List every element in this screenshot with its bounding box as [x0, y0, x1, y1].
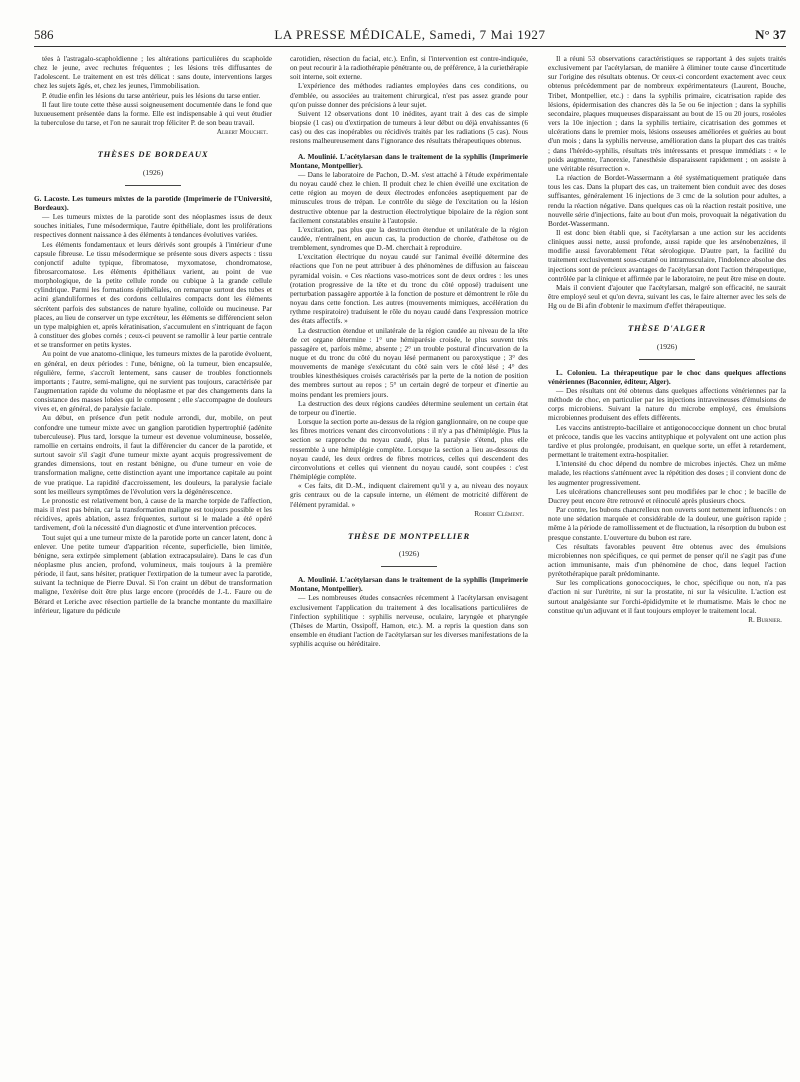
entry-heading: L. Colonieu. La thérapeutique par le choc dans quelques affections vénériennes (Baconnier, éditeur, Alger). [548, 367, 786, 386]
paragraph: Par contre, les bubons chancrelleux non ouverts sont nettement influencés : on note une sédation marquée et considérable de la douleur, une guérison rapide ; même à la période de ramollissement et de fluctuation, la résorption du bubon est presque constante. L'ouverture du bubon est rare. [548, 505, 786, 542]
section-title: THÈSE D'ALGER [628, 323, 706, 334]
paragraph: Il faut lire toute cette thèse aussi soigneusement documentée dans le fond que luxueusement présentée dans la forme. Elle est indispensable à qui veut étudier la tuberculose du tarse, et l'on ne saurait trop féliciter P. de son beau travail. [34, 99, 272, 128]
paragraph: L'intensité du choc dépend du nombre de microbes injectés. Chez un même malade, les réactions s'atténuent avec la répétition des doses ; il convient donc de les augmenter progressivement. [548, 459, 786, 487]
section-title: THÈSES DE BORDEAUX [97, 149, 209, 160]
issue-number: N° 37 [755, 27, 786, 42]
paragraph: tées à l'astragalo-scaphoïdienne ; les altérations particulières du scaphoïde chez le jeune, avec rechutes fréquentes ; les lésions très diffusantes de l'adolescent. Le traitement en est très délicat : sans doute, interventions larges chez les sujets âgés, et, chez les jeunes, l'immobilisation. [34, 54, 272, 91]
section-divider [125, 185, 181, 186]
section-year: (1926) [398, 548, 420, 558]
author-signature: Albert Mouchet. [216, 127, 268, 137]
header-rule [34, 46, 786, 47]
page-number: 586 [34, 27, 54, 42]
author-signature: Robert Clément. [474, 508, 524, 518]
column-right [548, 54, 786, 1074]
paragraph: Mais il convient d'ajouter que l'acétylarsan, malgré son efficacité, ne saurait être employé seul et qu'on devra, suivant les cas, le faire alterner avec les sels de Hg ou de Bi afin d'obtenir le maximum d'effet thérapeutique. [548, 282, 786, 311]
paragraph: P. étudie enfin les lésions du tarse antérieur, puis les lésions du tarse entier. [42, 90, 261, 100]
paragraph: Le pronostic est relativement bon, à cause de la marche torpide de l'affection, mais il n'est pas bénin, car la transformation maligne est toujours possible et les récidives, après ablation, assez fréquentes, surtout si le malade a été opéré tardivement, d'où la nécessité d'un diagnostic et d'une intervention précoces. [34, 495, 272, 533]
paragraph: La réaction de Bordet-Wassermann a été systématiquement pratiquée dans tous les cas. Dans la plupart des cas, un traitement bien conduit avec des doses suffisantes, généralement 16 injections de 3 cmc de la solution pour adultes, a rendu la réaction négative. Dans quelques cas où la réaction restait positive, une nouvelle série d'injections, faite au bout d'un mois, provoquait la négativation du Bordet-Wassermann. [548, 173, 786, 228]
paragraph: L'expérience des méthodes radiantes employées dans ces conditions, ou d'emblée, ou associées au traitement chirurgical, n'est pas assez grande pour qu'on puisse donner des précisions à leur sujet. [290, 81, 528, 109]
section-year: (1926) [656, 341, 678, 351]
paragraph: Suivent 12 observations dont 10 inédites, ayant trait à des cas de simple biopsie (1 cas) ou d'extirpation de tumeurs à leur début ou déjà envahissantes (6 cas) ou des cas inopérables ou récidivés traités par les radiations (5 cas). Nous restons malheureusement dans l'ignorance des résultats thérapeutiques obtenus. [290, 108, 528, 146]
author-signature: R. Burnier. [748, 614, 782, 624]
paragraph: Au point de vue anatomo-clinique, les tumeurs mixtes de la parotide évoluent, en général, en deux périodes : l'une, bénigne, où la tumeur, bien encapsulée, régulière, ferme, s'accroît lentement, sans causer de troubles fonctionnels importants ; l'autre, semi-maligne, qui ne survient pas toujours, caractérisée par l'augmentation rapide du volume du néoplasme et par des changements dans la consistance des masses lobées qui le composent ; elle s'accompagne de douleurs vives et, en général, de paralysie faciale. [34, 349, 272, 414]
paragraph: Ces résultats favorables peuvent être obtenus avec des émulsions microbiennes non spécifiques, ce qui permet de penser qu'il ne s'agit pas d'une action immunisante, mais d'un phénomène de choc, dans lequel l'action pyrétothérapique paraît prédominante. [548, 541, 786, 579]
paragraph: La destruction étendue et unilatérale de la région caudée au niveau de la tête de cet organe détermine : 1° une hémiparésie croisée, le plus souvent très passagère et, parfois même, absente ; 2° un trouble postural d'incurvation de la nuque et du tronc du côté du noyau lésé permanent ou paroxystique ; 3° des mouvements de manège s'exécutant du côté sain vers le côté lésé ; 4° des troubles kinesthésiques croisés caractérisés par la perte de la notion de position des membres surtout au repos ; 5° un certain degré de torpeur et d'inertie au moins pendant les premiers jours. [290, 325, 528, 399]
paragraph: Lorsque la section porte au-dessus de la région ganglionnaire, on ne coupe que les fibres motrices venant des circonvolutions : il n'y a pas d'hémiplégie. Plus la section se rapproche du noyau caudé, plus la paralysie s'étend, plus elle ressemble à une hémiplégie complète. Lorsque la section a lieu au-dessous du noyau caudé, les deux ordres de fibres motrices, celles qui descendent des circonvolutions et celles qui viennent du noyau caudé, sont coupées : c'est l'hémiplégie complète. [290, 417, 528, 482]
paragraph: La destruction des deux régions caudées détermine seulement un certain état de torpeur ou d'inertie. [290, 398, 528, 417]
entry-heading: A. Moulinié. L'acétylarsan dans le traitement de la syphilis (Imprimerie Montane, Montpellier). [290, 575, 528, 594]
section-divider [381, 566, 437, 567]
page-header [34, 26, 786, 44]
paragraph: — Les nombreuses études consacrées récemment à l'acétylarsan envisagent exclusivement l'application du traitement à des localisations particulières de l'infection syphilitique : syphilis nerveuse, oculaire, laryngée et pharyngée (Thèses de Martin, Ossipoff, Hamon, etc.). M. a repris la question dans son ensemble en étudiant l'action de l'acétylarsan sur les diverses manifestations de la syphilis acquise ou héréditaire. [290, 593, 528, 649]
journal-title: LA PRESSE MÉDICALE, Samedi, 7 Mai 1927 [274, 27, 546, 42]
paragraph: Tout sujet qui a une tumeur mixte de la parotide porte un cancer latent, donc à enlever. Une petite tumeur d'apparition récente, superficielle, bien limitée, bénigne, sera extirpée simplement (ablation extracapsulaire). Dans le cas d'un néoplasme plus ancien, profond, volumineux, mais toujours à la première période, il faut, sans hésiter, pratiquer l'extirpation de la tumeur avec la parotide, suivant la technique de Pierre Duval. Si l'on craint un début de transformation maligne, l'exérèse doit être plus large encore (procédés de J.-L. Faure ou de Bérard et Leriche avec résection partielle de la branche montante du maxillaire inférieur, ligature du pédicule [34, 532, 272, 615]
paragraph: — Dans le laboratoire de Pachon, D.-M. s'est attaché à l'étude expérimentale du noyau caudé chez le chien. Il produit chez le chien éveillé une excitation de cette région au moyen de deux électrodes enfoncées aseptiquement par de minuscules trous de trépan. Le contrôle du siège de l'excitation ou la lésion destructive obtenue par la destruction électrolytique bipolaire de la région sont facilement constatables ensuite à l'autopsie. [290, 169, 528, 225]
section-year: (1926) [142, 167, 164, 177]
paragraph: Sur les complications gonococciques, le choc, spécifique ou non, n'a pas d'action ni sur l'urétrite, ni sur la prostatite, ni sur la vésiculite. L'action est surtout analgésiante sur l'orchi-épididymite et le rhumatisme. Mais le choc ne constitue qu'un adjuvant et il faut toujours employer le traitement local. [548, 578, 786, 615]
paragraph: — Les tumeurs mixtes de la parotide sont des néoplasmes issus de deux souches initiales, l'une mésodermique, l'autre épithéliale, dont les proliférations respectives donnent naissance à des éléments à tendances évolutives variées. [34, 212, 272, 240]
section-title: THÈSE DE MONTPELLIER [347, 530, 470, 541]
paragraph: Au début, en présence d'un petit nodule arrondi, dur, mobile, on peut confondre une tumeur mixte avec un ganglion parotidien hypertrophié (adénite tuberculeuse). Plus tard, lorsque la tumeur est devenue volumineuse, bosselée, ramollie en certains endroits, il faut la différencier du cancer de la parotide, et surtout savoir s'il s'agit d'une tumeur mixte ayant acquis progressivement de grandes dimensions, tout en restant bénigne, ou d'une tumeur en voie de transformation maligne, cette distinction ayant une importance capitale au point de vue pratique. La rapidité d'accroissement, les douleurs, la paralysie faciale sont les meilleurs symptômes de l'évolution vers la dégénérescence. [34, 413, 272, 496]
paragraph: L'excitation, pas plus que la destruction étendue et unilatérale de la région caudée, n'entraînent, en aucun cas, la production de chorée, d'athétose ou de tremblement, syndromes que D.-M. cherchait à reproduire. [290, 224, 528, 253]
section-divider [639, 359, 695, 360]
paragraph: Les ulcérations chancrelleuses sont peu modifiées par le choc ; le bacille de Ducrey peut encore être retrouvé et réinoculé après plusieurs chocs. [548, 486, 786, 505]
paragraph: — Des résultats ont été obtenus dans quelques affections vénériennes par la méthode de choc, en particulier par les injections intraveineuses d'émulsions de corps microbiens. Suivant la nature du microbe employé, ces émulsions microbiennes produisent des effets différents. [548, 386, 786, 423]
column-left [34, 54, 272, 1074]
paragraph: Il a réuni 53 observations caractéristiques se rapportant à des sujets traités exclusivement par l'acétylarsan, de manière à éliminer toute cause d'incertitude sur l'origine des résultats obtenus. Or ceux-ci concordent exactement avec ceux obtenus précédemment par de nombreux expérimentateurs (Laurent, Bouche, Tribet, Montpellier, etc.) : dans la syphilis primaire, cicatrisation rapide des lésions, épidermisation des chancres dès la 5e ou 6e injection ; dans la syphilis secondaire, plaques muqueuses disparaissant au bout de 15 ou 20 jours, roséoles vers la 10e injection ; dans la syphilis tertiaire, cicatrisation des gommes et ulcérations dans le premier mois, lésions osseuses améliorées et guéries au bout d'un mois ; dans la syphilis nerveuse, amélioration dans la plupart des cas traités ; dans l'hérédo-syphilis, résultats très intéressants et presque immédiats : « le poids augmente, l'anorexie, l'anesthésie disparaissent rapidement ; on assiste à une véritable résurrection ». [548, 54, 786, 173]
paragraph: Les vaccins antistrepto-bacillaire et antigonococcique donnent un choc brutal et précoce, tandis que les vaccins antityphique et polyvalent ont une action plus tardive et plus prolongée, produisant, en quelque sorte, un effet à retardement, permettant le traitement extra-hospitalier. [548, 422, 786, 460]
paragraph: Il est donc bien établi que, si l'acétylarsan a une action sur les accidents cliniques aussi nette, aussi profonde, aussi rapide que les arsénobenzènes, il modifie aussi favorablement l'état sérologique. D'autre part, la facilité du traitement exclusivement sous-cutané ou intramusculaire, l'indolence absolue des injections sont de précieux avantages de l'acétylarsan dont l'action thérapeutique, contrôlée par la clinique et affirmée par le laboratoire, ne peut être mise en doute. [548, 227, 786, 283]
entry-heading: G. Lacoste. Les tumeurs mixtes de la parotide (Imprimerie de l'Université, Bordeaux). [34, 193, 272, 212]
entry-heading: A. Moulinié. L'acétylarsan dans le traitement de la syphilis (Imprimerie Montane, Montpellier). [290, 151, 528, 170]
paragraph: Les éléments fondamentaux et leurs dérivés sont groupés à l'intérieur d'une capsule fibreuse. Le tissu mésodermique se présente sous divers aspects : tissu conjonctif adulte typique, fibromatose, myxomatose, chondromatose, fibrosarcomatose. Les éléments épithéliaux varient, au point de vue morphologique, de la petite cellule ronde ou cubique à la grande cellule cylindrique. Parmi les formations épithéliales, on remarque surtout des tubes et acini glanduliformes et des cordons cellulaires compacts dont les éléments sécrètent parfois des substances de nature hyaline, colloïde ou mucineuse. Par places, au lieu de conserver un type excréteur, les éléments se différencient selon un type malpighien et, après kératinisation, s'accumulent en s'intriquant de façon à constituer des globes cornés ; ceux-ci peuvent se ramollir à leur partie centrale et se transformer en petits kystes. [34, 239, 272, 350]
paragraph: carotidien, résection du facial, etc.). Enfin, si l'intervention est contre-indiquée, on peut recourir à la radiothérapie pénétrante ou, de préférence, à la curiethérapie soit interne, soit externe. [290, 54, 528, 82]
column-middle [290, 54, 528, 1074]
paragraph: « Ces faits, dit D.-M., indiquent clairement qu'il y a, au niveau des noyaux gris centraux ou de la capsule interne, un élément de motricité différent de l'élément pyramidal. » [290, 481, 528, 509]
paragraph: L'excitation électrique du noyau caudé sur l'animal éveillé détermine des réactions que l'on ne peut attribuer à des phénomènes de diffusion au faisceau pyramidal voisin. « Ces réactions vaso-motrices sont de deux ordres : les unes (rotation progressive de la tête et du tronc du côté opposé) traduisent une perturbation passagère apportée à la fonction de posture et démontrent le rôle du noyau dans cette fonction. Les autres (mouvements mimiques, accélération du rythme respiratoire) traduisent le rôle du noyau caudé dans l'expression motrice des états affectifs. » [290, 252, 528, 326]
